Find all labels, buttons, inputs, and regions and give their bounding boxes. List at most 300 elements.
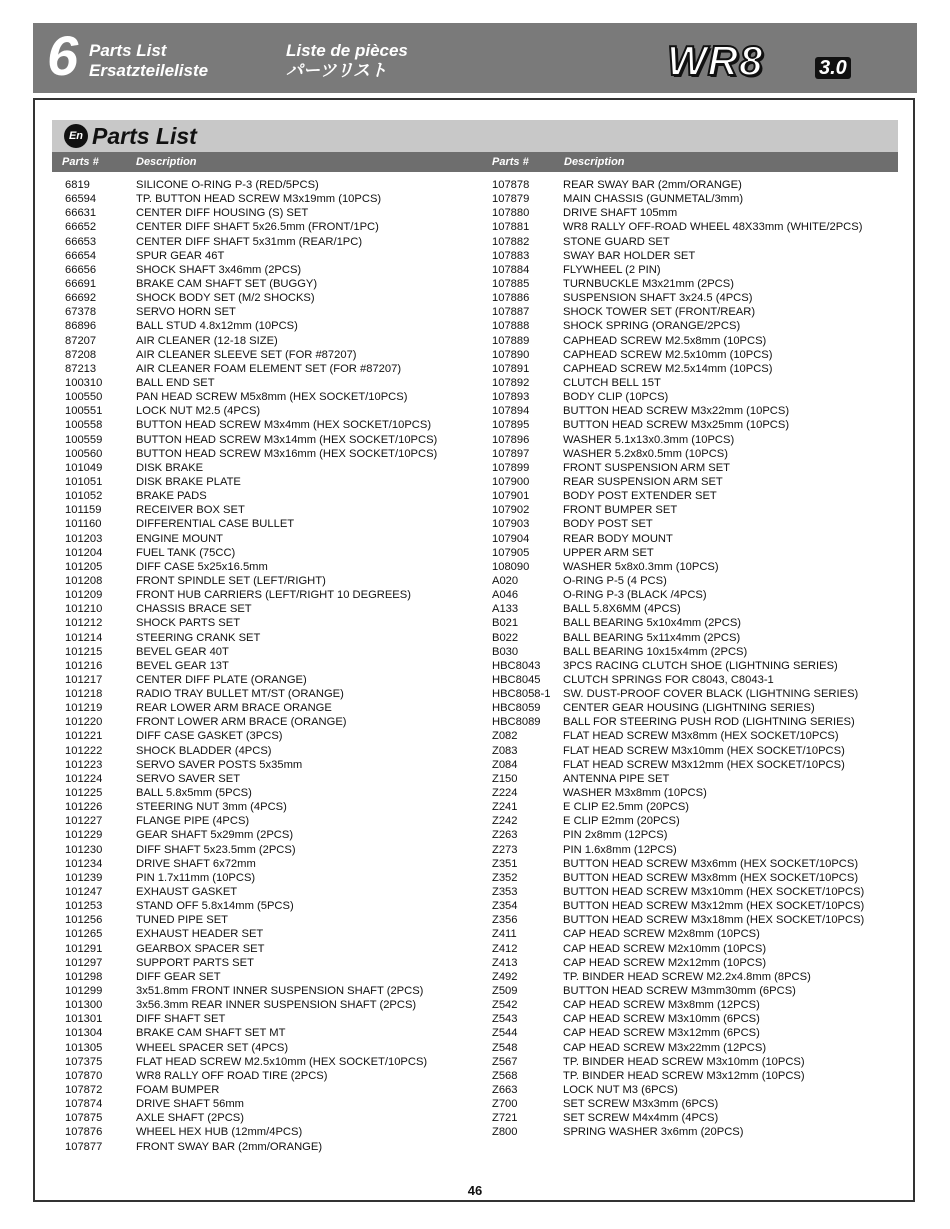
part-description: STAND OFF 5.8x14mm (5PCS) — [136, 900, 294, 913]
list-item — [65, 970, 475, 984]
part-description: BRAKE CAM SHAFT SET (BUGGY) — [136, 277, 318, 290]
part-number: 107883 — [492, 249, 530, 262]
list-item — [65, 673, 475, 687]
part-description: BALL 5.8x5mm (5PCS) — [136, 787, 252, 800]
part-number: 101159 — [65, 504, 102, 517]
list-item — [492, 616, 892, 630]
part-number: 107876 — [65, 1126, 103, 1139]
list-item — [492, 433, 892, 447]
part-description: SILICONE O-RING P-3 (RED/5PCS) — [136, 179, 319, 191]
part-description: FLAT HEAD SCREW M3x12mm (HEX SOCKET/10PCS) — [563, 758, 845, 771]
part-description: BODY CLIP (10PCS) — [563, 391, 669, 404]
list-item — [65, 913, 475, 927]
part-number: 101049 — [65, 461, 103, 474]
part-number: B021 — [492, 617, 519, 630]
list-item — [492, 857, 892, 871]
part-description: FRONT LOWER ARM BRACE (ORANGE) — [136, 716, 347, 729]
list-item — [65, 772, 475, 786]
list-item — [65, 701, 475, 715]
part-number: 101227 — [65, 815, 103, 828]
part-description: TP. BINDER HEAD SCREW M3x10mm (10PCS) — [563, 1055, 805, 1068]
part-description: SERVO SAVER SET — [136, 772, 241, 785]
list-item — [492, 1026, 892, 1040]
part-number: 107904 — [492, 532, 530, 545]
list-item — [492, 277, 892, 291]
part-number: Z242 — [492, 815, 518, 828]
list-item — [65, 744, 475, 758]
part-number: 101291 — [65, 942, 103, 955]
part-description: AIR CLEANER SLEEVE SET (FOR #87207) — [136, 348, 357, 361]
part-description: CAPHEAD SCREW M2.5x14mm (10PCS) — [563, 362, 773, 375]
part-description: LOCK NUT M3 (6PCS) — [563, 1084, 678, 1096]
part-number: 101239 — [65, 871, 103, 884]
part-number: 101218 — [65, 688, 103, 701]
col-header-desc-right: Description — [564, 156, 625, 168]
part-description: FRONT HUB CARRIERS (LEFT/RIGHT 10 DEGREES) — [136, 589, 411, 602]
list-item — [65, 291, 475, 305]
part-number: Z353 — [492, 886, 518, 899]
part-description: 3x56.3mm REAR INNER SUSPENSION SHAFT (2PCS) — [136, 999, 417, 1012]
part-number: Z413 — [492, 956, 518, 969]
part-description: WASHER 5.2x8x0.5mm (10PCS) — [563, 447, 728, 460]
page-number: 46 — [467, 1183, 483, 1198]
list-item — [492, 489, 892, 503]
part-description: STONE GUARD SET — [563, 235, 670, 248]
list-item — [65, 885, 475, 899]
part-description: SHOCK BODY SET (M/2 SHOCKS) — [136, 292, 315, 305]
part-number: 100310 — [65, 376, 103, 389]
part-number: 101225 — [65, 787, 103, 800]
list-item — [492, 744, 892, 758]
list-item — [65, 800, 475, 814]
part-description: CAP HEAD SCREW M3x12mm (6PCS) — [563, 1027, 760, 1040]
part-description: FRONT SWAY BAR (2mm/ORANGE) — [136, 1140, 323, 1153]
part-number: 107900 — [492, 475, 530, 488]
part-description: BALL BEARING 5x11x4mm (2PCS) — [563, 631, 741, 644]
list-item — [492, 1111, 892, 1125]
part-number: 100550 — [65, 391, 103, 404]
part-description: TP. BUTTON HEAD SCREW M3x19mm (10PCS) — [136, 193, 382, 206]
list-item — [492, 984, 892, 998]
part-number: 101223 — [65, 758, 103, 771]
part-number: Z568 — [492, 1069, 518, 1082]
part-description: CAP HEAD SCREW M2x10mm (10PCS) — [563, 942, 767, 955]
list-item — [492, 913, 892, 927]
part-number: 101219 — [65, 702, 103, 715]
part-number: HBC8043 — [492, 659, 541, 672]
list-item — [65, 984, 475, 998]
part-number: Z352 — [492, 871, 518, 884]
part-number: Z354 — [492, 900, 518, 913]
part-number: Z082 — [492, 730, 518, 743]
part-description: AXLE SHAFT (2PCS) — [136, 1112, 244, 1125]
part-description: O-RING P-5 (4 PCS) — [563, 574, 667, 587]
list-item — [65, 1026, 475, 1040]
list-item — [492, 786, 892, 800]
part-number: 101224 — [65, 772, 103, 785]
list-item — [492, 362, 892, 376]
list-item — [65, 348, 475, 362]
language-badge-icon: En — [64, 124, 88, 148]
list-item — [492, 220, 892, 234]
part-number: 101220 — [65, 716, 103, 729]
part-number: 107888 — [492, 320, 530, 333]
list-item — [492, 263, 892, 277]
list-item — [65, 475, 475, 489]
part-description: BUTTON HEAD SCREW M3x18mm (HEX SOCKET/10PCS) — [563, 914, 865, 927]
list-item — [492, 1069, 892, 1083]
part-description: CENTER DIFF PLATE (ORANGE) — [136, 673, 307, 686]
list-item — [65, 786, 475, 800]
header-title-en: Parts List — [89, 41, 167, 60]
list-item — [492, 178, 892, 192]
list-item — [65, 249, 475, 263]
list-item — [492, 927, 892, 941]
list-item — [492, 206, 892, 220]
part-description: BUTTON HEAD SCREW M3x14mm (HEX SOCKET/10PCS) — [136, 433, 438, 446]
col-header-desc-left: Description — [136, 156, 197, 168]
list-item — [65, 998, 475, 1012]
part-description: WR8 RALLY OFF ROAD TIRE (2PCS) — [136, 1069, 328, 1082]
part-number: Z543 — [492, 1013, 518, 1026]
part-description: DIFF CASE GASKET (3PCS) — [136, 730, 283, 743]
part-number: 101222 — [65, 744, 103, 757]
list-item — [65, 1041, 475, 1055]
list-item — [65, 927, 475, 941]
part-number: 66652 — [65, 221, 97, 234]
part-description: WASHER 5.1x13x0.3mm (10PCS) — [563, 433, 735, 446]
list-item — [492, 588, 892, 602]
part-description: BALL FOR STEERING PUSH ROD (LIGHTNING SERIES) — [563, 716, 855, 729]
part-number: Z241 — [492, 801, 518, 814]
part-number: 101300 — [65, 999, 103, 1012]
list-item — [65, 447, 475, 461]
part-number: 66594 — [65, 193, 97, 206]
part-description: SERVO SAVER POSTS 5x35mm — [136, 758, 303, 771]
part-description: BUTTON HEAD SCREW M3x25mm (10PCS) — [563, 419, 790, 432]
part-description: DIFF CASE 5x25x16.5mm — [136, 560, 268, 573]
part-description: BUTTON HEAD SCREW M3x10mm (HEX SOCKET/10PCS) — [563, 886, 865, 899]
list-item — [65, 1069, 475, 1083]
part-description: CLUTCH SPRINGS FOR C8043, C8043-1 — [563, 673, 774, 686]
part-number: 101247 — [65, 886, 103, 899]
list-item — [492, 376, 892, 390]
part-description: SHOCK TOWER SET (FRONT/REAR) — [563, 306, 756, 319]
chapter-number: 6 — [47, 24, 79, 87]
part-description: CENTER GEAR HOUSING (LIGHTNING SERIES) — [563, 702, 815, 715]
part-number: Z548 — [492, 1041, 518, 1054]
part-number: A133 — [492, 603, 519, 616]
part-number: Z663 — [492, 1084, 518, 1096]
part-description: FRONT BUMPER SET — [563, 504, 678, 517]
part-description: CAPHEAD SCREW M2.5x10mm (10PCS) — [563, 348, 773, 361]
part-description: DIFFERENTIAL CASE BULLET — [136, 518, 295, 531]
list-item — [65, 871, 475, 885]
part-description: SHOCK BLADDER (4PCS) — [136, 744, 272, 757]
part-description: CAP HEAD SCREW M3x10mm (6PCS) — [563, 1013, 760, 1026]
part-number: Z412 — [492, 942, 518, 955]
part-description: FLAT HEAD SCREW M3x10mm (HEX SOCKET/10PCS) — [563, 744, 845, 757]
part-number: 66631 — [65, 207, 97, 220]
part-description: BUTTON HEAD SCREW M3x16mm (HEX SOCKET/10PCS) — [136, 447, 438, 460]
part-number: B030 — [492, 645, 519, 658]
list-item — [65, 616, 475, 630]
part-description: BODY POST SET — [563, 518, 653, 531]
part-description: SHOCK SPRING (ORANGE/2PCS) — [563, 320, 741, 333]
part-description: BUTTON HEAD SCREW M3mm30mm (6PCS) — [563, 985, 796, 998]
part-number: 100559 — [65, 433, 103, 446]
part-description: CAP HEAD SCREW M3x8mm (12PCS) — [563, 999, 760, 1012]
column-header-bar — [52, 152, 898, 172]
part-number: Z084 — [492, 758, 518, 771]
part-description: SET SCREW M4x4mm (4PCS) — [563, 1112, 719, 1125]
part-description: EXHAUST HEADER SET — [136, 928, 264, 941]
list-item — [65, 1125, 475, 1139]
list-item — [492, 998, 892, 1012]
list-item — [65, 362, 475, 376]
part-number: 107884 — [492, 263, 530, 276]
list-item — [65, 659, 475, 673]
part-number: 66691 — [65, 277, 97, 290]
part-description: BALL STUD 4.8x12mm (10PCS) — [136, 320, 298, 333]
section-title-bar — [52, 120, 898, 152]
part-description: SERVO HORN SET — [136, 306, 236, 319]
list-item — [65, 277, 475, 291]
list-item — [65, 758, 475, 772]
part-description: BUTTON HEAD SCREW M3x22mm (10PCS) — [563, 405, 790, 418]
list-item — [492, 800, 892, 814]
part-number: 101051 — [65, 475, 103, 488]
part-number: Z083 — [492, 744, 518, 757]
part-number: 107896 — [492, 433, 530, 446]
part-number: 101217 — [65, 673, 103, 686]
col-header-part-left: Parts # — [62, 156, 99, 168]
part-number: 66692 — [65, 292, 97, 305]
list-item — [65, 1140, 475, 1154]
part-number: 101234 — [65, 857, 103, 870]
list-item — [65, 828, 475, 842]
list-item — [65, 645, 475, 659]
part-description: BEVEL GEAR 13T — [136, 659, 229, 672]
part-number: 107902 — [492, 504, 530, 517]
list-item — [65, 1097, 475, 1111]
part-number: 101221 — [65, 730, 103, 743]
list-item — [492, 560, 892, 574]
list-item — [492, 645, 892, 659]
part-description: ENGINE MOUNT — [136, 532, 224, 545]
part-number: Z150 — [492, 772, 518, 785]
part-description: WHEEL SPACER SET (4PCS) — [136, 1041, 289, 1054]
list-item — [492, 348, 892, 362]
part-number: HBC8045 — [492, 673, 541, 686]
part-number: 107905 — [492, 546, 530, 559]
part-description: FRONT SPINDLE SET (LEFT/RIGHT) — [136, 574, 326, 587]
part-number: Z351 — [492, 857, 518, 870]
part-description: SHOCK SHAFT 3x46mm (2PCS) — [136, 263, 302, 276]
list-item — [65, 631, 475, 645]
list-item — [65, 729, 475, 743]
part-number: 107874 — [65, 1098, 103, 1111]
part-number: 100560 — [65, 447, 103, 460]
part-number: Z700 — [492, 1098, 518, 1111]
part-description: PIN 1.6x8mm (12PCS) — [563, 843, 677, 856]
part-description: SHOCK PARTS SET — [136, 617, 241, 630]
list-item — [492, 291, 892, 305]
part-description: DIFF SHAFT SET — [136, 1013, 226, 1026]
part-number: 107893 — [492, 391, 530, 404]
list-item — [492, 758, 892, 772]
part-number: HBC8058-1 — [492, 688, 551, 701]
list-item — [492, 249, 892, 263]
part-description: CENTER DIFF HOUSING (S) SET — [136, 207, 309, 220]
part-description: CLUTCH BELL 15T — [563, 376, 661, 389]
part-description: TP. BINDER HEAD SCREW M2.2x4.8mm (8PCS) — [563, 970, 811, 983]
parts-list-right — [492, 178, 892, 1140]
list-item — [492, 1097, 892, 1111]
part-description: CENTER DIFF SHAFT 5x26.5mm (FRONT/1PC) — [136, 221, 379, 234]
list-item — [492, 305, 892, 319]
list-item — [65, 1111, 475, 1125]
part-description: BEVEL GEAR 40T — [136, 645, 229, 658]
part-number: 107892 — [492, 376, 530, 389]
part-number: 101216 — [65, 659, 103, 672]
part-description: BUTTON HEAD SCREW M3x6mm (HEX SOCKET/10PCS) — [563, 857, 859, 870]
part-description: FLAT HEAD SCREW M2.5x10mm (HEX SOCKET/10PCS) — [136, 1055, 428, 1068]
part-number: Z800 — [492, 1126, 518, 1139]
part-number: 101203 — [65, 532, 103, 545]
part-description: TP. BINDER HEAD SCREW M3x12mm (10PCS) — [563, 1069, 805, 1082]
part-number: Z542 — [492, 999, 518, 1012]
list-item — [65, 220, 475, 234]
part-number: 107891 — [492, 362, 530, 375]
list-item — [492, 475, 892, 489]
part-description: BALL BEARING 5x10x4mm (2PCS) — [563, 617, 742, 630]
part-number: 107894 — [492, 405, 530, 418]
part-description: BRAKE PADS — [136, 490, 207, 503]
part-description: 3PCS RACING CLUTCH SHOE (LIGHTNING SERIES) — [563, 659, 838, 672]
part-description: SW. DUST-PROOF COVER BLACK (LIGHTNING SERIES) — [563, 688, 859, 701]
part-number: A020 — [492, 574, 519, 587]
part-description: CAP HEAD SCREW M2x8mm (10PCS) — [563, 928, 760, 941]
part-number: 87208 — [65, 348, 97, 361]
list-item — [65, 546, 475, 560]
part-number: 101265 — [65, 928, 103, 941]
part-number: 107878 — [492, 179, 530, 191]
part-number: 66654 — [65, 249, 97, 262]
part-number: 101297 — [65, 956, 103, 969]
part-description: DRIVE SHAFT 105mm — [563, 207, 678, 220]
list-item — [492, 687, 892, 701]
list-item — [492, 899, 892, 913]
part-number: 101230 — [65, 843, 103, 856]
part-number: 101298 — [65, 970, 103, 983]
part-description: ANTENNA PIPE SET — [563, 772, 670, 785]
part-description: RECEIVER BOX SET — [136, 504, 245, 517]
part-number: 107885 — [492, 277, 530, 290]
list-item — [65, 602, 475, 616]
part-description: BRAKE CAM SHAFT SET MT — [136, 1027, 286, 1040]
part-description: FLYWHEEL (2 PIN) — [563, 263, 661, 276]
part-description: UPPER ARM SET — [563, 546, 654, 559]
part-number: 101229 — [65, 829, 103, 842]
part-description: E CLIP E2mm (20PCS) — [563, 815, 680, 828]
part-number: 107872 — [65, 1084, 103, 1096]
part-description: PIN 2x8mm (12PCS) — [563, 829, 668, 842]
part-number: 66653 — [65, 235, 97, 248]
list-item — [492, 532, 892, 546]
list-item — [65, 1083, 475, 1097]
chapter-header — [33, 23, 917, 93]
part-description: FRONT SUSPENSION ARM SET — [563, 461, 731, 474]
list-item — [65, 433, 475, 447]
list-item — [65, 263, 475, 277]
list-item — [492, 956, 892, 970]
part-description: TURNBUCKLE M3x21mm (2PCS) — [563, 277, 734, 290]
list-item — [65, 1055, 475, 1069]
list-item — [65, 574, 475, 588]
list-item — [492, 871, 892, 885]
part-number: 107375 — [65, 1055, 103, 1068]
list-item — [65, 588, 475, 602]
part-description: CHASSIS BRACE SET — [136, 603, 252, 616]
part-number: 101205 — [65, 560, 103, 573]
parts-list-left — [65, 178, 475, 1154]
list-item — [65, 857, 475, 871]
list-item — [492, 1041, 892, 1055]
part-number: 107880 — [492, 207, 530, 220]
list-item — [492, 673, 892, 687]
part-description: WR8 RALLY OFF-ROAD WHEEL 48X33mm (WHITE/2PCS) — [563, 221, 863, 234]
part-number: 87213 — [65, 362, 97, 375]
list-item — [492, 828, 892, 842]
part-description: GEAR SHAFT 5x29mm (2PCS) — [136, 829, 294, 842]
part-number: Z492 — [492, 970, 518, 983]
list-item — [492, 1055, 892, 1069]
part-description: FOAM BUMPER — [136, 1084, 220, 1096]
list-item — [65, 418, 475, 432]
list-item — [65, 687, 475, 701]
part-number: 107877 — [65, 1140, 103, 1153]
part-description: CAP HEAD SCREW M3x22mm (12PCS) — [563, 1041, 767, 1054]
part-number: Z567 — [492, 1055, 518, 1068]
list-item — [492, 729, 892, 743]
list-item — [492, 461, 892, 475]
part-number: 101208 — [65, 574, 103, 587]
part-number: 100551 — [65, 405, 103, 418]
part-description: BALL END SET — [136, 376, 215, 389]
part-number: 67378 — [65, 306, 97, 319]
part-description: CAPHEAD SCREW M2.5x8mm (10PCS) — [563, 334, 767, 347]
part-number: 101209 — [65, 589, 103, 602]
list-item — [65, 532, 475, 546]
part-description: SUPPORT PARTS SET — [136, 956, 254, 969]
list-item — [492, 447, 892, 461]
part-number: 107901 — [492, 490, 530, 503]
part-number: 107886 — [492, 292, 530, 305]
part-number: 101253 — [65, 900, 103, 913]
part-number: 6819 — [65, 179, 90, 191]
list-item — [492, 334, 892, 348]
part-number: 100558 — [65, 419, 103, 432]
part-description: GEARBOX SPACER SET — [136, 942, 265, 955]
part-description: BUTTON HEAD SCREW M3x8mm (HEX SOCKET/10PCS) — [563, 871, 859, 884]
list-item — [492, 970, 892, 984]
part-number: HBC8059 — [492, 702, 541, 715]
wr8-logo — [667, 37, 877, 85]
list-item — [65, 503, 475, 517]
part-number: 101299 — [65, 985, 103, 998]
part-number: 101052 — [65, 490, 103, 503]
